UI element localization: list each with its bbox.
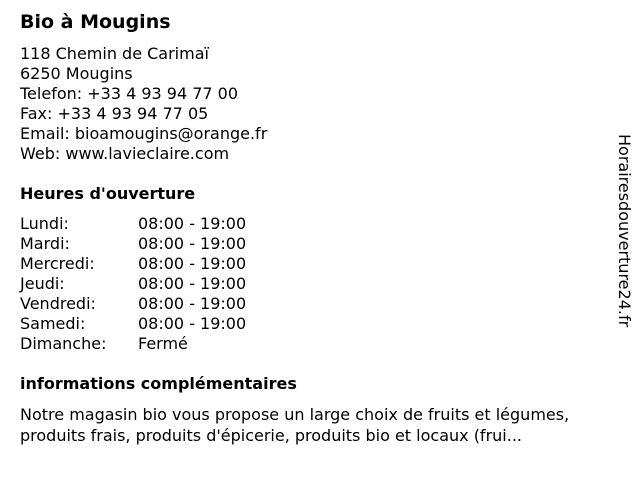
additional-info-heading: informations complémentaires xyxy=(20,374,297,393)
time-value: Fermé xyxy=(138,334,188,353)
day-label: Vendredi: xyxy=(20,294,96,313)
day-label: Mercredi: xyxy=(20,254,95,273)
watermark xyxy=(612,134,636,344)
email-address: Email: bioamougins@orange.fr xyxy=(20,124,268,143)
time-value: 08:00 - 19:00 xyxy=(138,314,247,333)
hours-row-friday xyxy=(20,294,246,314)
time-value: 08:00 - 19:00 xyxy=(138,294,247,313)
day-label: Lundi: xyxy=(20,214,69,233)
hours-row-wednesday xyxy=(20,254,246,274)
phone-number: Telefon: +33 4 93 94 77 00 xyxy=(20,84,239,103)
contact-block xyxy=(20,44,267,164)
opening-hours-list xyxy=(20,214,246,354)
opening-hours-heading: Heures d'ouverture xyxy=(20,184,196,203)
hours-row-thursday xyxy=(20,274,246,294)
hours-row-sunday xyxy=(20,334,246,354)
day-label: Jeudi: xyxy=(20,274,65,293)
address-city: 6250 Mougins xyxy=(20,64,133,83)
website-address: Web: www.lavieclaire.com xyxy=(20,144,230,163)
watermark-text: Horairesdouverture24.fr xyxy=(615,134,634,328)
time-value: 08:00 - 19:00 xyxy=(138,274,247,293)
fax-number: Fax: +33 4 93 94 77 05 xyxy=(20,104,209,123)
day-label: Samedi: xyxy=(20,314,86,333)
store-name: Bio à Mougins xyxy=(20,11,171,33)
time-value: 08:00 - 19:00 xyxy=(138,214,247,233)
store-description: Notre magasin bio vous propose un large choix de fruits et légumes, produits frais, produits d'épicerie, produits bio et locaux (frui... xyxy=(20,405,570,445)
address-street: 118 Chemin de Carimaï xyxy=(20,44,209,63)
hours-row-tuesday xyxy=(20,234,246,254)
hours-row-saturday xyxy=(20,314,246,334)
time-value: 08:00 - 19:00 xyxy=(138,234,247,253)
time-value: 08:00 - 19:00 xyxy=(138,254,247,273)
day-label: Dimanche: xyxy=(20,334,107,353)
hours-row-monday xyxy=(20,214,246,234)
day-label: Mardi: xyxy=(20,234,70,253)
